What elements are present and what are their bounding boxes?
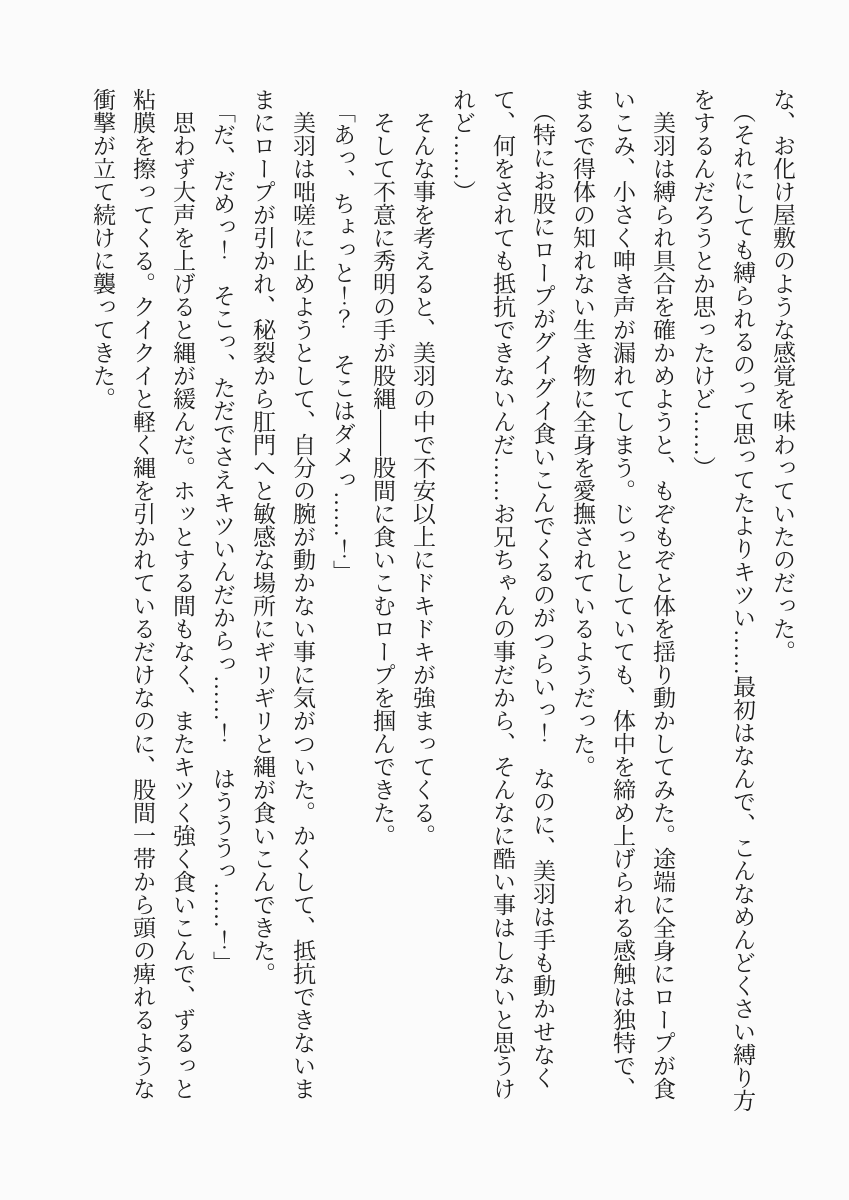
novel-paragraph: な、お化け屋敷のような感覚を味わっていたのだった。 [770, 88, 795, 663]
novel-paragraph: 美羽は咄嗟に止めようとして、自分の腕が動かない事に気がついた。かくして、抵抗できないままにロープが引かれ、秘裂から肛門へと敏感な場所にギリギリと縄が食いこんできた。 [250, 88, 315, 1100]
novel-paragraph: 美羽は縛られ具合を確かめようと、もぞもぞと体を揺り動かしてみた。途端に全身にロープが食いこみ、小さく呻き声が漏れてしまう。じっとしていても、体中を締め上げられる感触は独特で、まるで得体の知れない生き物に全身を愛撫されているようだった。 [570, 88, 675, 1100]
novel-paragraph: 思わず大声を上げると縄が緩んだ。ホッとする間もなく、またキツく強く食いこんで、ずるっと粘膜を擦ってくる。クイクイと軽く縄を引かれているだけなのに、股間一帯から頭の痺れるような衝撃が立て続けに襲ってきた。 [90, 88, 195, 1100]
novel-paragraph: そして不意に秀明の手が股縄――股間に食いこむロープを掴んできた。 [370, 111, 395, 847]
vertical-text-block [82, 88, 802, 1114]
novel-paragraph: （それにしても縛られるのって思ってたよりキツい……最初はなんで、こんなめんどくさい縛り方をするんだろうとか思ったけど……） [690, 88, 755, 1112]
novel-paragraph: 「だ、だめっ！ そこっ、ただでさえキツいんだからっ……！ はうううっ……！」 [210, 100, 235, 974]
novel-paragraph: （特にお股にロープがグイグイ食いこんでくるのがつらいっ！ なのに、美羽は手も動かせなくて、何をされても抵抗できないんだ……お兄ちゃんの事だから、そんなに酷い事はしないと思うけれど……） [450, 88, 555, 1100]
novel-paragraph: そんな事を考えると、美羽の中で不安以上にドキドキが強まってくる。 [410, 111, 435, 847]
novel-paragraph: 「あっ、ちょっと！？ そこはダメっ……！」 [330, 100, 355, 583]
